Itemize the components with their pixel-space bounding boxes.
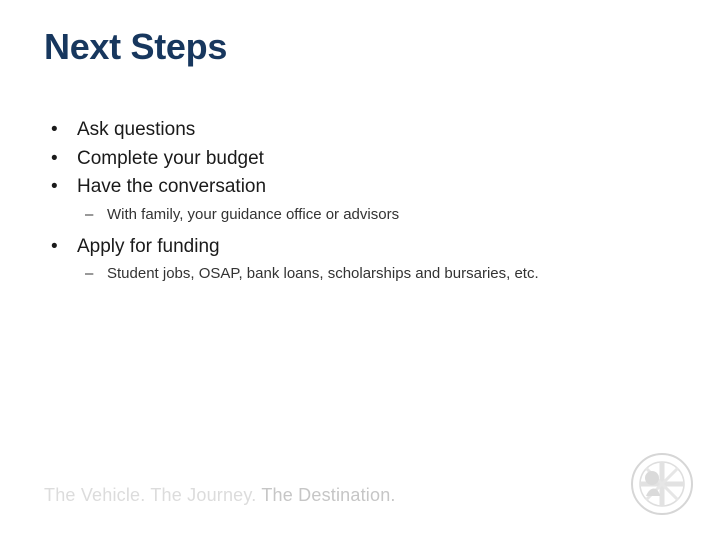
bullet-text: Have the conversation: [77, 176, 267, 197]
bullet-item: [48, 145, 688, 174]
bullet-item: [48, 233, 688, 262]
bullet-item: [48, 116, 688, 145]
sub-bullet-marker: –: [85, 265, 94, 282]
sub-bullet-marker: –: [85, 205, 94, 223]
bullet-item: [48, 173, 688, 202]
sub-bullet-text: Student jobs, OSAP, bank loans, scholarships and bursaries, etc.: [107, 265, 539, 282]
tagline-part2: The Destination.: [261, 485, 396, 505]
bullet-text: Ask questions: [77, 119, 196, 140]
footer-tagline: [44, 485, 396, 506]
tagline-part1: The Vehicle. The Journey.: [44, 485, 257, 505]
bullet-marker: •: [51, 176, 58, 197]
bullet-text: Complete your budget: [77, 147, 264, 169]
sub-bullet-text: With family, your guidance office or advisors: [107, 205, 400, 223]
bullet-marker: •: [51, 147, 58, 169]
bullet-marker: •: [51, 119, 58, 140]
university-seal-icon: [630, 452, 694, 516]
sub-bullet-item: [48, 205, 688, 225]
bullet-list: [48, 116, 688, 292]
sub-bullet-item: [48, 264, 688, 284]
slide-title: Next Steps: [44, 26, 228, 67]
bullet-text: Apply for funding: [77, 235, 220, 257]
bullet-marker: •: [51, 235, 58, 257]
